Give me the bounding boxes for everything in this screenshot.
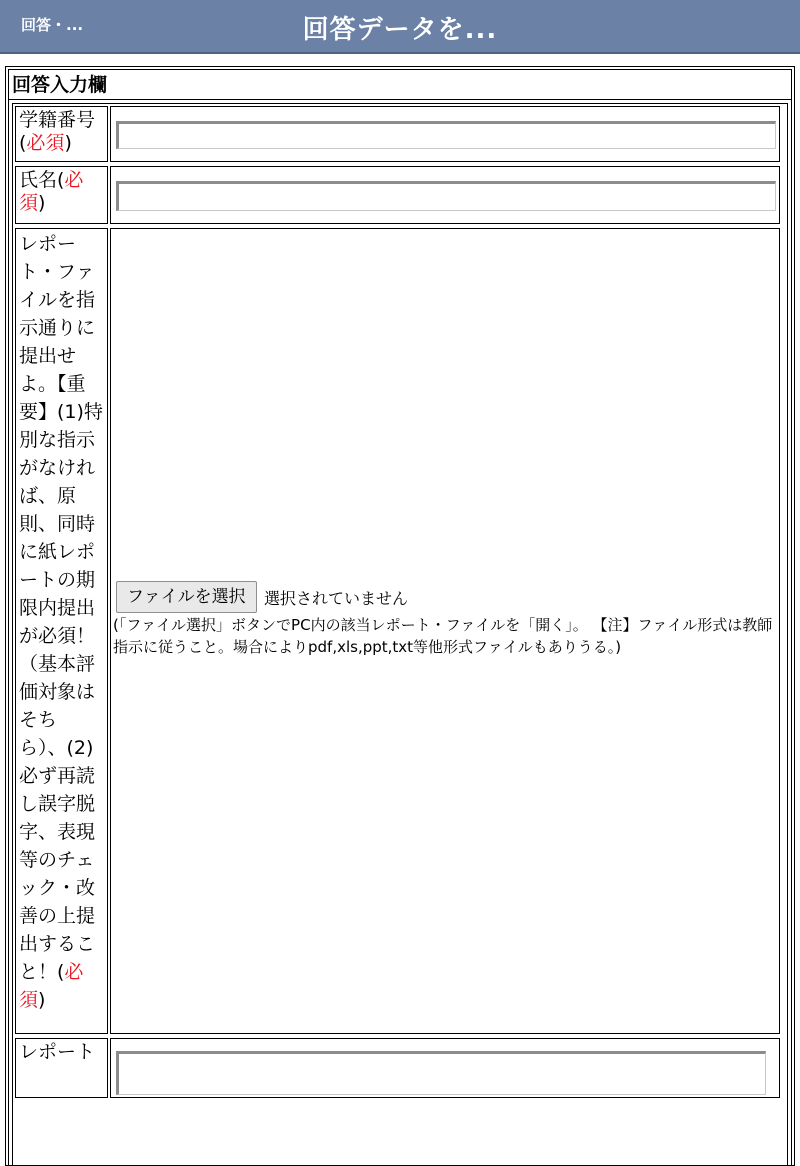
student-id-input-cell <box>110 106 780 162</box>
answer-form-inner <box>8 69 792 1165</box>
report-file-input-cell <box>110 228 780 1034</box>
name-label-cell <box>15 166 108 224</box>
required-mark: 須 <box>19 989 39 1011</box>
file-instruction-note: (「ファイル選択」ボタンでPC内の該当レポート・ファイルを「開く」。 【注】ファイル形式は教師指示に従うこと。場合によりpdf,xls,ppt,txt等他形式ファイルもありうる。) <box>113 616 773 656</box>
answer-table <box>12 103 788 1165</box>
back-link[interactable]: 回答・... <box>21 16 84 34</box>
section-title: 回答入力欄 <box>9 70 791 100</box>
required-mark: 須 <box>19 192 39 214</box>
required-mark: 必須 <box>26 132 65 154</box>
report-file-label: レポート・ファイルを指示通りに提出せよ。【重要】(1)特別な指示がなければ、原則、同時に紙レポートの期限内提出が必須！（基本評価対象はそちら）、(2)必ず再読し誤字脱字、表現等のチェック・改善の上提出すること！( <box>19 233 103 983</box>
page-title: 回答データを... <box>302 15 498 45</box>
required-mark: 必 <box>64 961 84 983</box>
next-row-input-cell <box>110 1038 780 1098</box>
student-id-label: 学籍番号 <box>19 109 96 131</box>
choose-file-button[interactable]: ファイルを選択 <box>116 581 257 613</box>
top-bar <box>0 0 800 54</box>
student-id-input[interactable] <box>116 121 776 149</box>
required-mark: 必 <box>64 169 84 191</box>
name-label: 氏名( <box>19 169 65 191</box>
file-status-text: 選択されていません <box>264 589 409 608</box>
student-id-label-cell: 学籍番号 (必須) <box>15 106 108 162</box>
name-input-cell <box>110 166 780 224</box>
name-input[interactable] <box>116 181 776 211</box>
name-label-suffix: ) <box>38 192 46 214</box>
next-row-textarea[interactable] <box>116 1051 766 1095</box>
report-file-label-cell <box>15 228 108 1034</box>
next-row-label: レポート <box>19 1041 96 1063</box>
report-file-label-suffix: ) <box>38 989 46 1011</box>
answer-form-frame <box>5 66 795 1166</box>
next-row-label-cell <box>15 1038 108 1098</box>
